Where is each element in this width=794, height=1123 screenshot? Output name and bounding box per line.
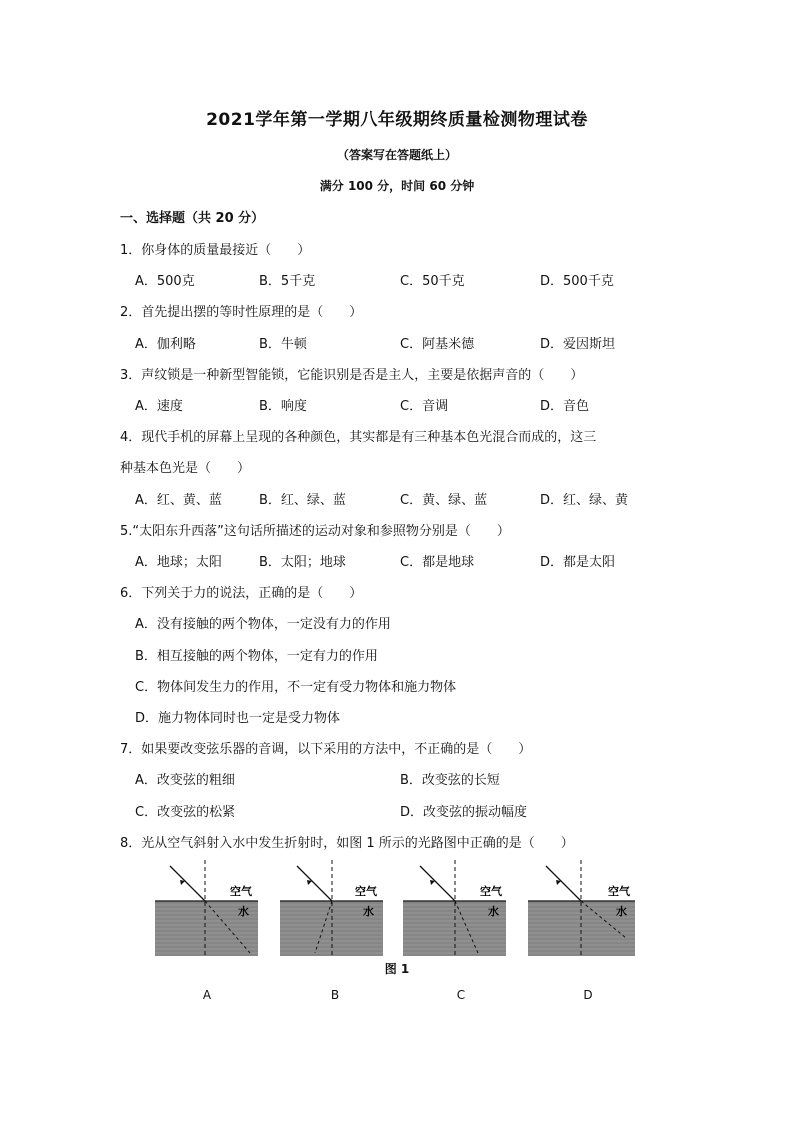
q4-option-a: A．红、黄、蓝 <box>135 493 222 508</box>
question-3-stem: 3．声纹锁是一种新型智能锁，它能识别是否是主人，主要是依据声音的（ ） <box>120 368 584 383</box>
figure-letter-a: A <box>202 988 212 1002</box>
q1-option-b: B．5千克 <box>259 274 316 289</box>
q3-option-a: A．速度 <box>135 399 183 414</box>
diagram-c-water-label: 水 <box>488 905 499 918</box>
diagram-d-incident-ray <box>546 866 581 901</box>
diagram-b-air-label: 空气 <box>355 885 377 898</box>
q7-option-b: B．改变弦的长短 <box>400 773 500 788</box>
q7-option-a: A．改变弦的粗细 <box>135 773 235 788</box>
diagram-a <box>155 860 258 956</box>
question-4-stem-cont: 种基本色光是（ ） <box>120 461 251 476</box>
q2-option-b: B．牛顿 <box>259 337 307 352</box>
q3-option-c: C．音调 <box>400 399 449 414</box>
diagram-d <box>528 860 635 956</box>
q6-option-d: D．施力物体同时也一定是受力物体 <box>135 711 341 726</box>
q7-option-c: C．改变弦的松紧 <box>135 805 236 820</box>
q2-option-c: C．阿基米德 <box>400 337 475 352</box>
answer-note: （答案写在答题纸上） <box>336 148 457 162</box>
q2-option-a: A．伽利略 <box>135 337 196 352</box>
question-8-stem: 8．光从空气斜射入水中发生折射时，如图 1 所示的光路图中正确的是（ ） <box>120 836 574 851</box>
diagram-b <box>280 860 383 956</box>
question-1-stem: 1．你身体的质量最接近（ ） <box>120 243 311 258</box>
exam-title: 2021学年第一学期八年级期终质量检测物理试卷 <box>206 110 588 130</box>
q6-option-c: C．物体间发生力的作用，不一定有受力物体和施力物体 <box>135 680 457 695</box>
q6-option-a: A．没有接触的两个物体，一定没有力的作用 <box>135 617 391 632</box>
diagram-a-water-label: 水 <box>238 905 249 918</box>
diagram-c-air-label: 空气 <box>480 885 502 898</box>
q3-option-b: B．响度 <box>259 399 307 414</box>
question-2-stem: 2．首先提出摆的等时性原理的是（ ） <box>120 305 363 320</box>
q5-option-c: C．都是地球 <box>400 555 475 570</box>
q1-option-a: A．500克 <box>135 274 195 289</box>
q3-option-d: D．音色 <box>540 399 590 414</box>
q4-option-c: C．黄、绿、蓝 <box>400 493 488 508</box>
q5-option-a: A．地球；太阳 <box>135 555 222 570</box>
diagram-d-air-label: 空气 <box>608 885 630 898</box>
figure-caption: 图 1 <box>384 962 410 976</box>
q5-option-d: D．都是太阳 <box>540 555 616 570</box>
q1-option-c: C．50千克 <box>400 274 465 289</box>
diagram-c-incident-ray <box>420 866 455 901</box>
section-heading: 一、选择题（共 20 分） <box>120 211 265 226</box>
diagram-d-water-label: 水 <box>616 905 627 918</box>
figure-letter-d: D <box>583 988 593 1002</box>
refraction-figure <box>150 858 650 958</box>
q1-option-d: D．500千克 <box>540 274 614 289</box>
diagram-c <box>403 860 506 956</box>
question-4-stem: 4．现代手机的屏幕上呈现的各种颜色，其实都是有三种基本色光混合而成的，这三 <box>120 430 597 445</box>
q4-option-b: B．红、绿、蓝 <box>259 493 346 508</box>
question-6-stem: 6．下列关于力的说法，正确的是（ ） <box>120 586 363 601</box>
diagram-b-water-label: 水 <box>363 905 374 918</box>
q7-option-d: D．改变弦的振动幅度 <box>400 805 528 820</box>
diagram-a-incident-ray <box>170 866 205 901</box>
q6-option-b: B．相互接触的两个物体，一定有力的作用 <box>135 649 378 664</box>
diagram-a-air-label: 空气 <box>230 885 252 898</box>
diagram-b-incident-ray <box>297 866 332 901</box>
figure-letter-b: B <box>330 988 340 1002</box>
q2-option-d: D．爱因斯坦 <box>540 337 616 352</box>
question-5-stem: 5.“太阳东升西落”这句话所描述的运动对象和参照物分别是（ ） <box>120 524 510 539</box>
figure-letter-c: C <box>456 988 466 1002</box>
question-7-stem: 7．如果要改变弦乐器的音调，以下采用的方法中，不正确的是（ ） <box>120 742 532 757</box>
q5-option-b: B．太阳；地球 <box>259 555 346 570</box>
score-time-info: 满分 100 分，时间 60 分钟 <box>319 179 475 193</box>
q4-option-d: D．红、绿、黄 <box>540 493 629 508</box>
